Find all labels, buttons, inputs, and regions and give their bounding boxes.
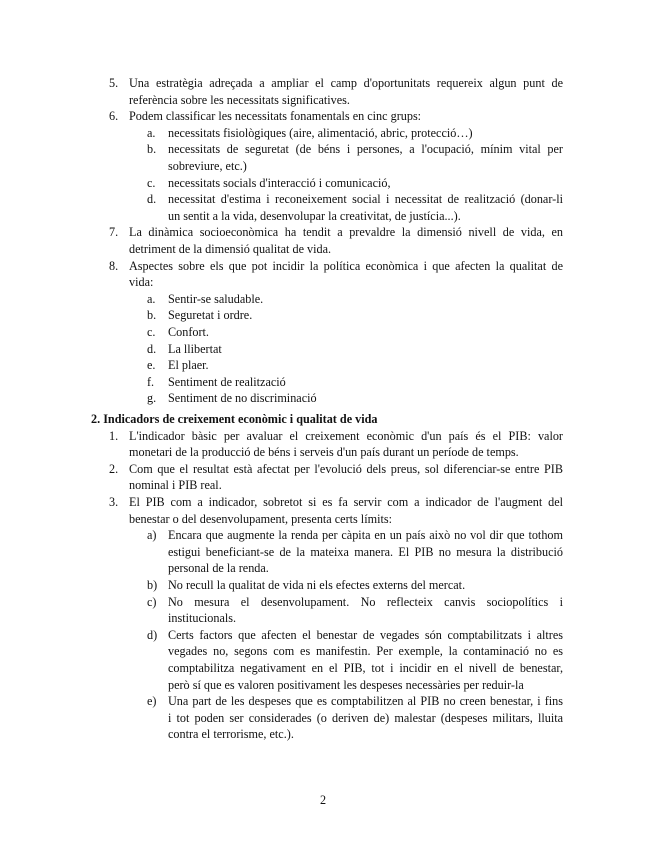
- sublist-marker: c): [147, 594, 157, 609]
- sublist-item-text: No mesura el desenvolupament. No reflecteix canvis sociopolítics i: [168, 594, 563, 609]
- sublist-marker: b.: [147, 142, 157, 157]
- list-item-text: Aspectes sobre els que pot incidir la política econòmica i que afecten la qualitat de: [129, 258, 563, 273]
- page-number: 2: [320, 793, 327, 807]
- list-marker: 7.: [109, 225, 119, 240]
- sublist-marker: b): [147, 578, 158, 592]
- sublist-item-text: Seguretat i ordre.: [168, 308, 253, 323]
- sublist-item-text: No recull la qualitat de vida ni els efectes externs del mercat.: [168, 578, 466, 592]
- list-marker: 6.: [109, 109, 119, 124]
- sublist-marker: c.: [147, 325, 156, 339]
- list-item-text: Una estratègia adreçada a ampliar el camp d'oportunitats requereix algun punt de: [129, 76, 563, 90]
- sublist-item-text: necessitat d'estima i reconeixement social i necessitat de realització (donar-li: [168, 192, 563, 207]
- sublist-item-text: sobreviure, etc.): [168, 159, 247, 173]
- sublist-marker: d.: [147, 192, 157, 207]
- sublist-marker: a): [147, 528, 157, 543]
- sublist-item-text: La llibertat: [168, 341, 222, 356]
- sublist-marker: b.: [147, 308, 157, 323]
- sublist-marker: e): [147, 694, 157, 709]
- sublist-marker: d.: [147, 341, 157, 356]
- list-item-text: La dinàmica socioeconòmica ha tendit a prevaldre la dimensió nivell de vida, en: [129, 225, 563, 240]
- sublist-item-text: Sentiment de no discriminació: [168, 391, 317, 406]
- sublist-item-text: El plaer.: [168, 358, 209, 373]
- list-item-text: vida:: [129, 275, 154, 290]
- list-item-text: Podem classificar les necessitats fonamentals en cinc grups:: [129, 109, 422, 124]
- sublist-item-text: comptabilitza negativament en el PIB, tot i incidir en el nivell de benestar,: [168, 661, 563, 675]
- sublist-item-text: contra el terrorisme, etc.).: [168, 727, 294, 742]
- sublist-item-text: Una part de les despeses que es comptabilitzen al PIB no creen benestar, i fins: [168, 694, 563, 709]
- section-heading: 2. Indicadors de creixement econòmic i qualitat de vida: [91, 412, 378, 426]
- list-item-text: El PIB com a indicador, sobretot si es fa servir com a indicador de l'augment del: [129, 495, 563, 509]
- sublist-item-text: un sentit a la vida, desenvolupar la creativitat, de justícia...).: [168, 208, 461, 223]
- sublist-item-text: Confort.: [168, 325, 209, 339]
- sublist-marker: c.: [147, 175, 156, 190]
- sublist-item-text: institucionals.: [168, 611, 237, 626]
- sublist-item-text: personal de la renda.: [168, 561, 269, 576]
- list-item-text: benestar o del desenvolupament, presenta certs límits:: [129, 511, 392, 526]
- sublist-item-text: Certs factors que afecten el benestar de vegades són comptabilitzats i altres: [168, 627, 563, 642]
- sublist-marker: a.: [147, 125, 156, 140]
- list-item-text: monetari de la producció de béns i serveis d'un país durant un període de temps.: [129, 445, 519, 460]
- list-item-text: Com que el resultat està afectat per l'evolució dels preus, sol diferenciar-se entre PIB: [129, 461, 563, 476]
- sublist-item-text: però sí que es valoren positivament les despeses necessàries per reduir-la: [168, 677, 524, 692]
- sublist-item-text: necessitats socials d'interacció i comunicació,: [168, 175, 391, 190]
- sublist-item-text: necessitats fisiològiques (aire, alimentació, abric, protecció…): [168, 125, 473, 140]
- list-marker: 1.: [109, 428, 119, 443]
- sublist-marker: f.: [147, 374, 155, 389]
- sublist-item-text: vegades no, segons com es manifestin. Per exemple, la contaminació no es: [168, 644, 563, 659]
- list-item-text: detriment de la dimensió qualitat de vida.: [129, 242, 332, 256]
- sublist-item-text: Encara que augmente la renda per càpita en un país això no vol dir que tothom: [168, 528, 563, 543]
- list-marker: 5.: [109, 76, 119, 90]
- sublist-marker: a.: [147, 291, 156, 306]
- list-marker: 8.: [109, 258, 119, 273]
- sublist-marker: g.: [147, 391, 157, 406]
- list-marker: 3.: [109, 495, 119, 509]
- sublist-marker: d): [147, 627, 158, 642]
- sublist-item-text: necessitats de seguretat (de béns i persones, a l'ocupació, mínim vital per: [168, 142, 563, 157]
- list-item-text: referència sobre les necessitats significatives.: [129, 92, 350, 107]
- list-item-text: L'indicador bàsic per avaluar el creixement econòmic d'un país és el PIB: valor: [129, 428, 563, 443]
- sublist-item-text: Sentir-se saludable.: [168, 291, 264, 306]
- sublist-item-text: i tot poden ser considerades (o deriven de) malestar (despeses militars, lluita: [168, 710, 563, 725]
- list-marker: 2.: [109, 461, 119, 476]
- list-item-text: nominal i PIB real.: [129, 478, 222, 493]
- sublist-item-text: estigui beneficiant-se de la mateixa manera. El PIB no mesura la distribució: [168, 544, 563, 559]
- sublist-item-text: Sentiment de realització: [168, 374, 286, 389]
- sublist-marker: e.: [147, 358, 156, 373]
